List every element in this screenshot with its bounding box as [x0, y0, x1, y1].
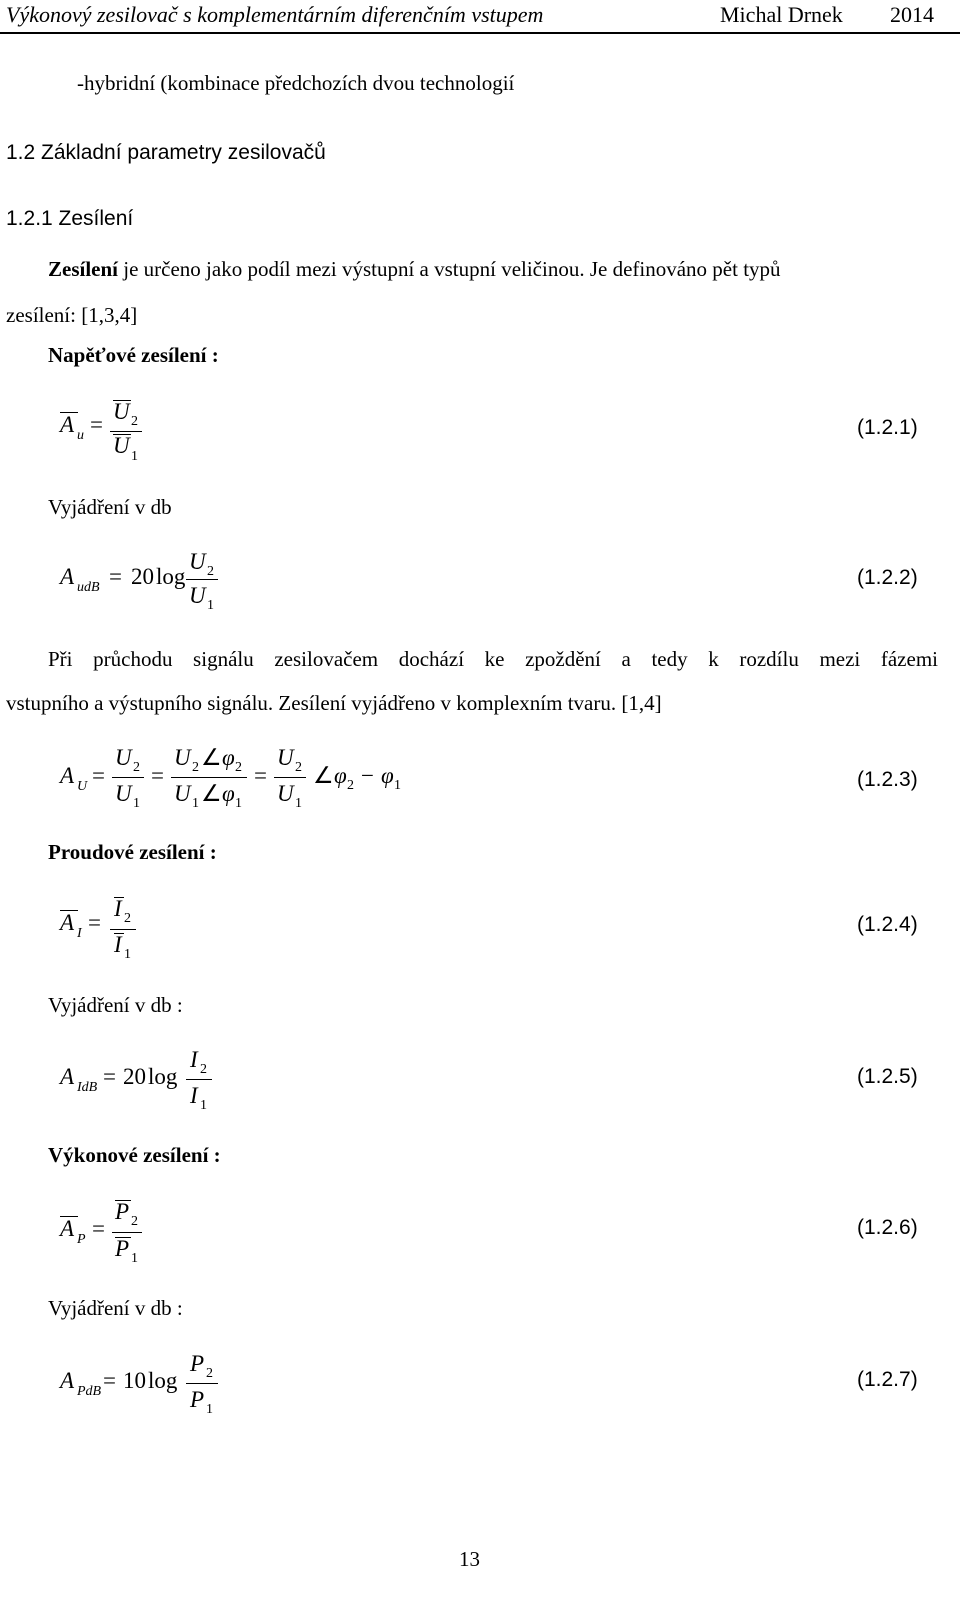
eq4-num-sub: 2: [124, 911, 131, 926]
paragraph-1-line-1-text: je určeno jako podíl mezi výstupní a vstupní veličinou. Je definováno pět typů: [118, 257, 781, 281]
fraction-bar: [110, 929, 136, 930]
eq3-f2-num-sub: 2: [192, 760, 199, 775]
eq2-coef: 20: [131, 564, 154, 589]
eq3-phi2: φ: [334, 763, 347, 788]
eq7-num: P: [190, 1351, 205, 1376]
angle-symbol: ∠: [201, 745, 222, 770]
eq5-den: I: [190, 1083, 198, 1108]
eq3-lhs: A: [60, 763, 75, 788]
eq2-den: U: [189, 583, 206, 608]
eq4-num: I: [114, 896, 122, 921]
db-label-1: Vyjádření v db: [48, 495, 172, 519]
db-label-3: Vyjádření v db :: [48, 1296, 183, 1320]
eq3-equals: =: [254, 763, 267, 788]
eq1-den: U: [113, 433, 130, 458]
eq3-phi2-sub: 2: [347, 778, 354, 793]
page-number: 13: [459, 1547, 480, 1571]
eq1-number: (1.2.1): [857, 416, 918, 439]
eq6-den-sub: 1: [131, 1251, 138, 1266]
eq6-num-sub: 2: [131, 1214, 138, 1229]
power-gain-label: Výkonové zesílení :: [48, 1143, 221, 1167]
eq2-num-sub: 2: [207, 564, 214, 579]
eq4-lhs: A: [60, 910, 75, 935]
paragraph-2-line-1: Při průchodu signálu zesilovačem dochází ke zpoždění a tedy k rozdílu mezi fázemi: [48, 647, 938, 671]
eq6-num: P: [115, 1199, 130, 1224]
eq2-log: log: [156, 564, 186, 589]
fraction-bar: [112, 777, 144, 778]
fraction-bar: [186, 1079, 212, 1080]
eq2-lhs-sub: udB: [77, 580, 100, 595]
eq7-lhs: A: [60, 1368, 75, 1393]
eq3-f1-den: U: [115, 781, 132, 806]
eq3-equals: =: [92, 763, 105, 788]
header-title: Výkonový zesilovač s komplementárním diferenčním vstupem: [6, 2, 544, 27]
current-gain-label: Proudové zesílení :: [48, 840, 217, 864]
eq3-f3-den-sub: 1: [295, 796, 302, 811]
voltage-gain-label: Napěťové zesílení :: [48, 343, 219, 367]
db-label-2: Vyjádření v db :: [48, 993, 183, 1017]
eq6-lhs: A: [60, 1216, 75, 1241]
eq1-equals: =: [90, 412, 103, 437]
fraction-bar: [186, 579, 218, 580]
header-author: Michal Drnek: [720, 2, 843, 27]
eq3-f2-den-phi: φ: [222, 781, 235, 806]
angle-symbol: ∠: [313, 763, 334, 788]
eq3-lhs-sub: U: [77, 779, 88, 794]
eq6-equals: =: [92, 1216, 105, 1241]
eq7-number: (1.2.7): [857, 1368, 918, 1391]
fraction-bar: [110, 431, 142, 432]
eq1-den-sub: 1: [131, 449, 138, 464]
header-rule: [0, 32, 960, 34]
eq3-f2-num-phi-sub: 2: [235, 760, 242, 775]
eq5-lhs: A: [60, 1064, 75, 1089]
eq5-equals: =: [103, 1064, 116, 1089]
eq2-equals: =: [109, 564, 122, 589]
eq3-phi1: φ: [381, 763, 394, 788]
eq6-number: (1.2.6): [857, 1216, 918, 1239]
eq2-den-sub: 1: [207, 598, 214, 613]
eq5-num: I: [190, 1047, 198, 1072]
eq3-f2-num-phi: φ: [222, 745, 235, 770]
eq3-f3-num: U: [277, 745, 294, 770]
eq7-lhs-sub: PdB: [77, 1384, 102, 1399]
eq1-lhs: A: [60, 412, 75, 437]
eq5-number: (1.2.5): [857, 1065, 918, 1088]
eq1-lhs-sub: u: [77, 428, 84, 443]
eq5-coef: 20: [123, 1064, 146, 1089]
header-year: 2014: [890, 2, 934, 27]
intro-line: -hybridní (kombinace předchozích dvou technologií: [77, 71, 515, 95]
eq4-den-sub: 1: [124, 947, 131, 962]
eq2-lhs: A: [60, 564, 75, 589]
eq1-num-sub: 2: [131, 414, 138, 429]
eq3-f1-num: U: [115, 745, 132, 770]
eq5-num-sub: 2: [200, 1062, 207, 1077]
eq7-num-sub: 2: [206, 1366, 213, 1381]
eq3-minus: −: [361, 763, 374, 788]
eq3-f3-num-sub: 2: [295, 760, 302, 775]
eq3-equals: =: [151, 763, 164, 788]
eq3-f1-den-sub: 1: [133, 796, 140, 811]
eq3-f2-den-phi-sub: 1: [235, 796, 242, 811]
eq4-den: I: [114, 932, 122, 957]
eq7-den-sub: 1: [206, 1402, 213, 1417]
eq3-f1-num-sub: 2: [133, 760, 140, 775]
eq1-num: U: [113, 399, 130, 424]
eq3-f2-den-sub: 1: [192, 796, 199, 811]
eq3-f2-num-u: U: [174, 745, 191, 770]
subsection-title: 1.2.1 Zesílení: [6, 207, 134, 230]
fraction-bar: [112, 1232, 142, 1233]
eq7-equals: =: [103, 1368, 116, 1393]
eq3-phi1-sub: 1: [394, 778, 401, 793]
section-title: 1.2 Základní parametry zesilovačů: [6, 141, 326, 164]
eq7-den: P: [190, 1387, 205, 1412]
fraction-bar: [274, 777, 306, 778]
eq2-number: (1.2.2): [857, 566, 918, 589]
eq4-equals: =: [88, 910, 101, 935]
paragraph-1-line-1: [48, 257, 781, 282]
eq7-coef: 10: [123, 1368, 146, 1393]
paragraph-1-line-2: zesílení: [1,3,4]: [6, 303, 138, 327]
eq3-number: (1.2.3): [857, 768, 918, 791]
eq2-num: U: [189, 549, 206, 574]
eq4-number: (1.2.4): [857, 913, 918, 936]
eq5-log: log: [148, 1064, 178, 1089]
angle-symbol: ∠: [201, 781, 222, 806]
eq3-f2-den-u: U: [174, 781, 191, 806]
fraction-bar: [186, 1383, 218, 1384]
eq5-den-sub: 1: [200, 1098, 207, 1113]
eq3-f3-den: U: [277, 781, 294, 806]
paragraph-1-bold: Zesílení: [48, 257, 119, 281]
fraction-bar: [171, 777, 247, 778]
eq4-lhs-sub: I: [77, 926, 82, 941]
eq5-lhs-sub: IdB: [77, 1080, 98, 1095]
paragraph-2-line-2: vstupního a výstupního signálu. Zesílení vyjádřeno v komplexním tvaru. [1,4]: [6, 691, 662, 715]
eq6-den: P: [115, 1236, 130, 1261]
eq6-lhs-sub: P: [77, 1232, 86, 1247]
eq7-log: log: [148, 1368, 178, 1393]
